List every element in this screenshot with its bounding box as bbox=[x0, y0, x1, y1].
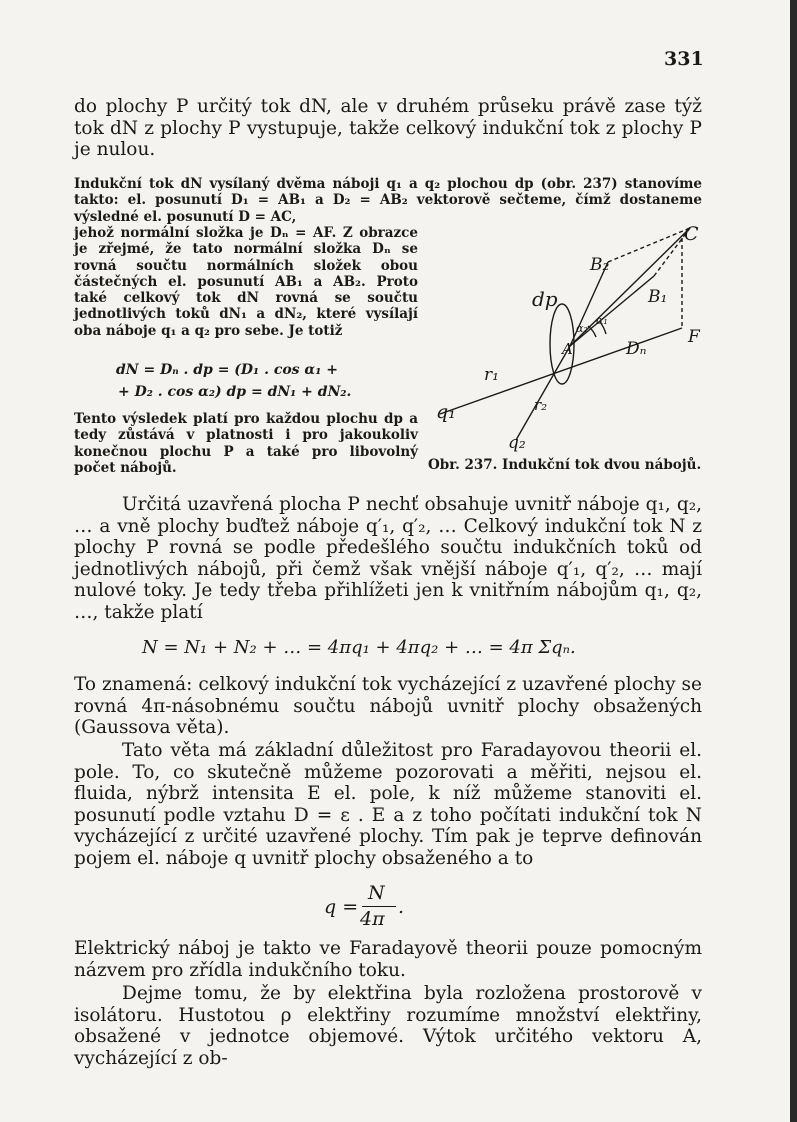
fraction-bar bbox=[362, 906, 396, 907]
label-B2: B₂ bbox=[590, 255, 610, 275]
label-A: A bbox=[562, 340, 573, 358]
line-a-to-q2 bbox=[516, 346, 570, 440]
label-q1: q₁ bbox=[436, 401, 456, 423]
paragraph-2: Určitá uzavřená plocha P nechť obsahuje uvnitř náboje q₁, q₂, … a vně plochy buďtež náboje q′₁, q′₂, … Celkový indukční tok N z plochy P rovná se podle předešlého součtu indukčních toků od jednotlivých nábojů, při čemž však vnější náboje q′₁, q′₂, … mají nulové toky. Je tedy třeba přihlížeti jen k vnitřním nábojům q₁, q₂, …, takže platí bbox=[74, 494, 702, 623]
label-r1: r₁ bbox=[484, 365, 499, 385]
page-number: 331 bbox=[664, 48, 704, 70]
dashed-b2-c bbox=[608, 228, 690, 262]
figure-237 bbox=[420, 218, 710, 458]
small-equation-line-2: + D₂ . cos α₂) dp = dN₁ + dN₂. bbox=[118, 384, 352, 400]
vector-d bbox=[570, 228, 690, 346]
charge-equation-lhs: q = bbox=[324, 896, 359, 918]
paragraph-5: Elektrický náboj je takto ve Faradayově theorii pouze pomocným názvem pro zřídla indukčního toku. bbox=[74, 938, 702, 981]
label-q2: q₂ bbox=[508, 433, 526, 453]
charge-equation bbox=[324, 882, 414, 942]
page-edge-shadow bbox=[790, 0, 797, 1122]
small-paragraph-bottom: Tento výsledek platí pro každou plochu dp a tedy zůstává v platnosti i pro jakoukoliv konečnou plochu P a také pro libovolný počet nábojů. bbox=[74, 411, 418, 476]
intro-paragraph: do plochy P určitý tok dN, ale v druhém průseku právě zase týž tok dN z plochy P vystupuje, takže celkový indukční tok z plochy P je nulou. bbox=[74, 96, 702, 160]
paragraph-6: Dejme tomu, že by elektřina byla rozložena prostorově v isolátoru. Hustotou ρ elektřiny rozumíme množství elektřiny, obsažené v jednotce objemové. Výtok určitého vektoru A, vycházející z ob- bbox=[74, 983, 702, 1069]
label-Dn: Dₙ bbox=[626, 339, 647, 359]
figure-caption: Obr. 237. Indukční tok dvou nábojů. bbox=[428, 457, 702, 473]
small-equation-line-1: dN = Dₙ . dp = (D₁ . cos α₁ + bbox=[116, 362, 338, 378]
label-B1: B₁ bbox=[648, 287, 668, 307]
paragraph-4: Tato věta má základní důležitost pro Faradayovou theorii el. pole. To, co skutečně můžeme pozorovati a měřiti, nejsou el. fluida, nýbrž intensita E el. pole, k níž můžeme stanoviti el. posunutí podle vztahu D = ε . E a z toho počítati indukční tok N vycházející z určité uzavřené plochy. Tím pak je teprve definován pojem el. náboje q uvnitř plochy obsaženého a to bbox=[74, 740, 702, 869]
label-alpha2: α₂ bbox=[576, 322, 588, 335]
charge-equation-denominator: 4π bbox=[360, 908, 385, 930]
label-alpha1: α₁ bbox=[596, 314, 608, 327]
label-r2: r₂ bbox=[534, 396, 548, 414]
charge-equation-numerator: N bbox=[368, 882, 385, 904]
label-F: F bbox=[688, 327, 700, 347]
label-C: C bbox=[684, 223, 699, 245]
charge-equation-end: . bbox=[398, 896, 405, 918]
gauss-equation: N = N₁ + N₂ + … = 4πq₁ + 4πq₂ + … = 4π Σqₙ. bbox=[142, 637, 576, 658]
small-paragraph-left: jehož normální složka je Dₙ = AF. Z obrazce je zřejmé, že tato normální složka Dₙ se rovná součtu normálních složek obou částečných el. posunutí AB₁ a AB₂. Proto také celkový tok dN rovná se součtu jednotlivých toků dN₁ a dN₂, které vysílají oba náboje q₁ a q₂ pro sebe. Je totiž bbox=[74, 225, 418, 339]
paragraph-3: To znamená: celkový indukční tok vycházející z uzavřené plochy se rovná 4π-násobnému součtu nábojů uvnitř plochy obsažených (Gaussova věta). bbox=[74, 674, 702, 738]
small-paragraph-top: Indukční tok dN vysílaný dvěma náboji q₁ a q₂ plochou dp (obr. 237) stanovíme takto: el. posunutí D₁ = AB₁ a D₂ = AB₂ vektorově sečteme, čímž dostaneme výsledné el. posunutí D = AC, bbox=[74, 176, 702, 225]
label-dp: dp bbox=[532, 287, 558, 311]
vector-d1 bbox=[570, 276, 654, 346]
